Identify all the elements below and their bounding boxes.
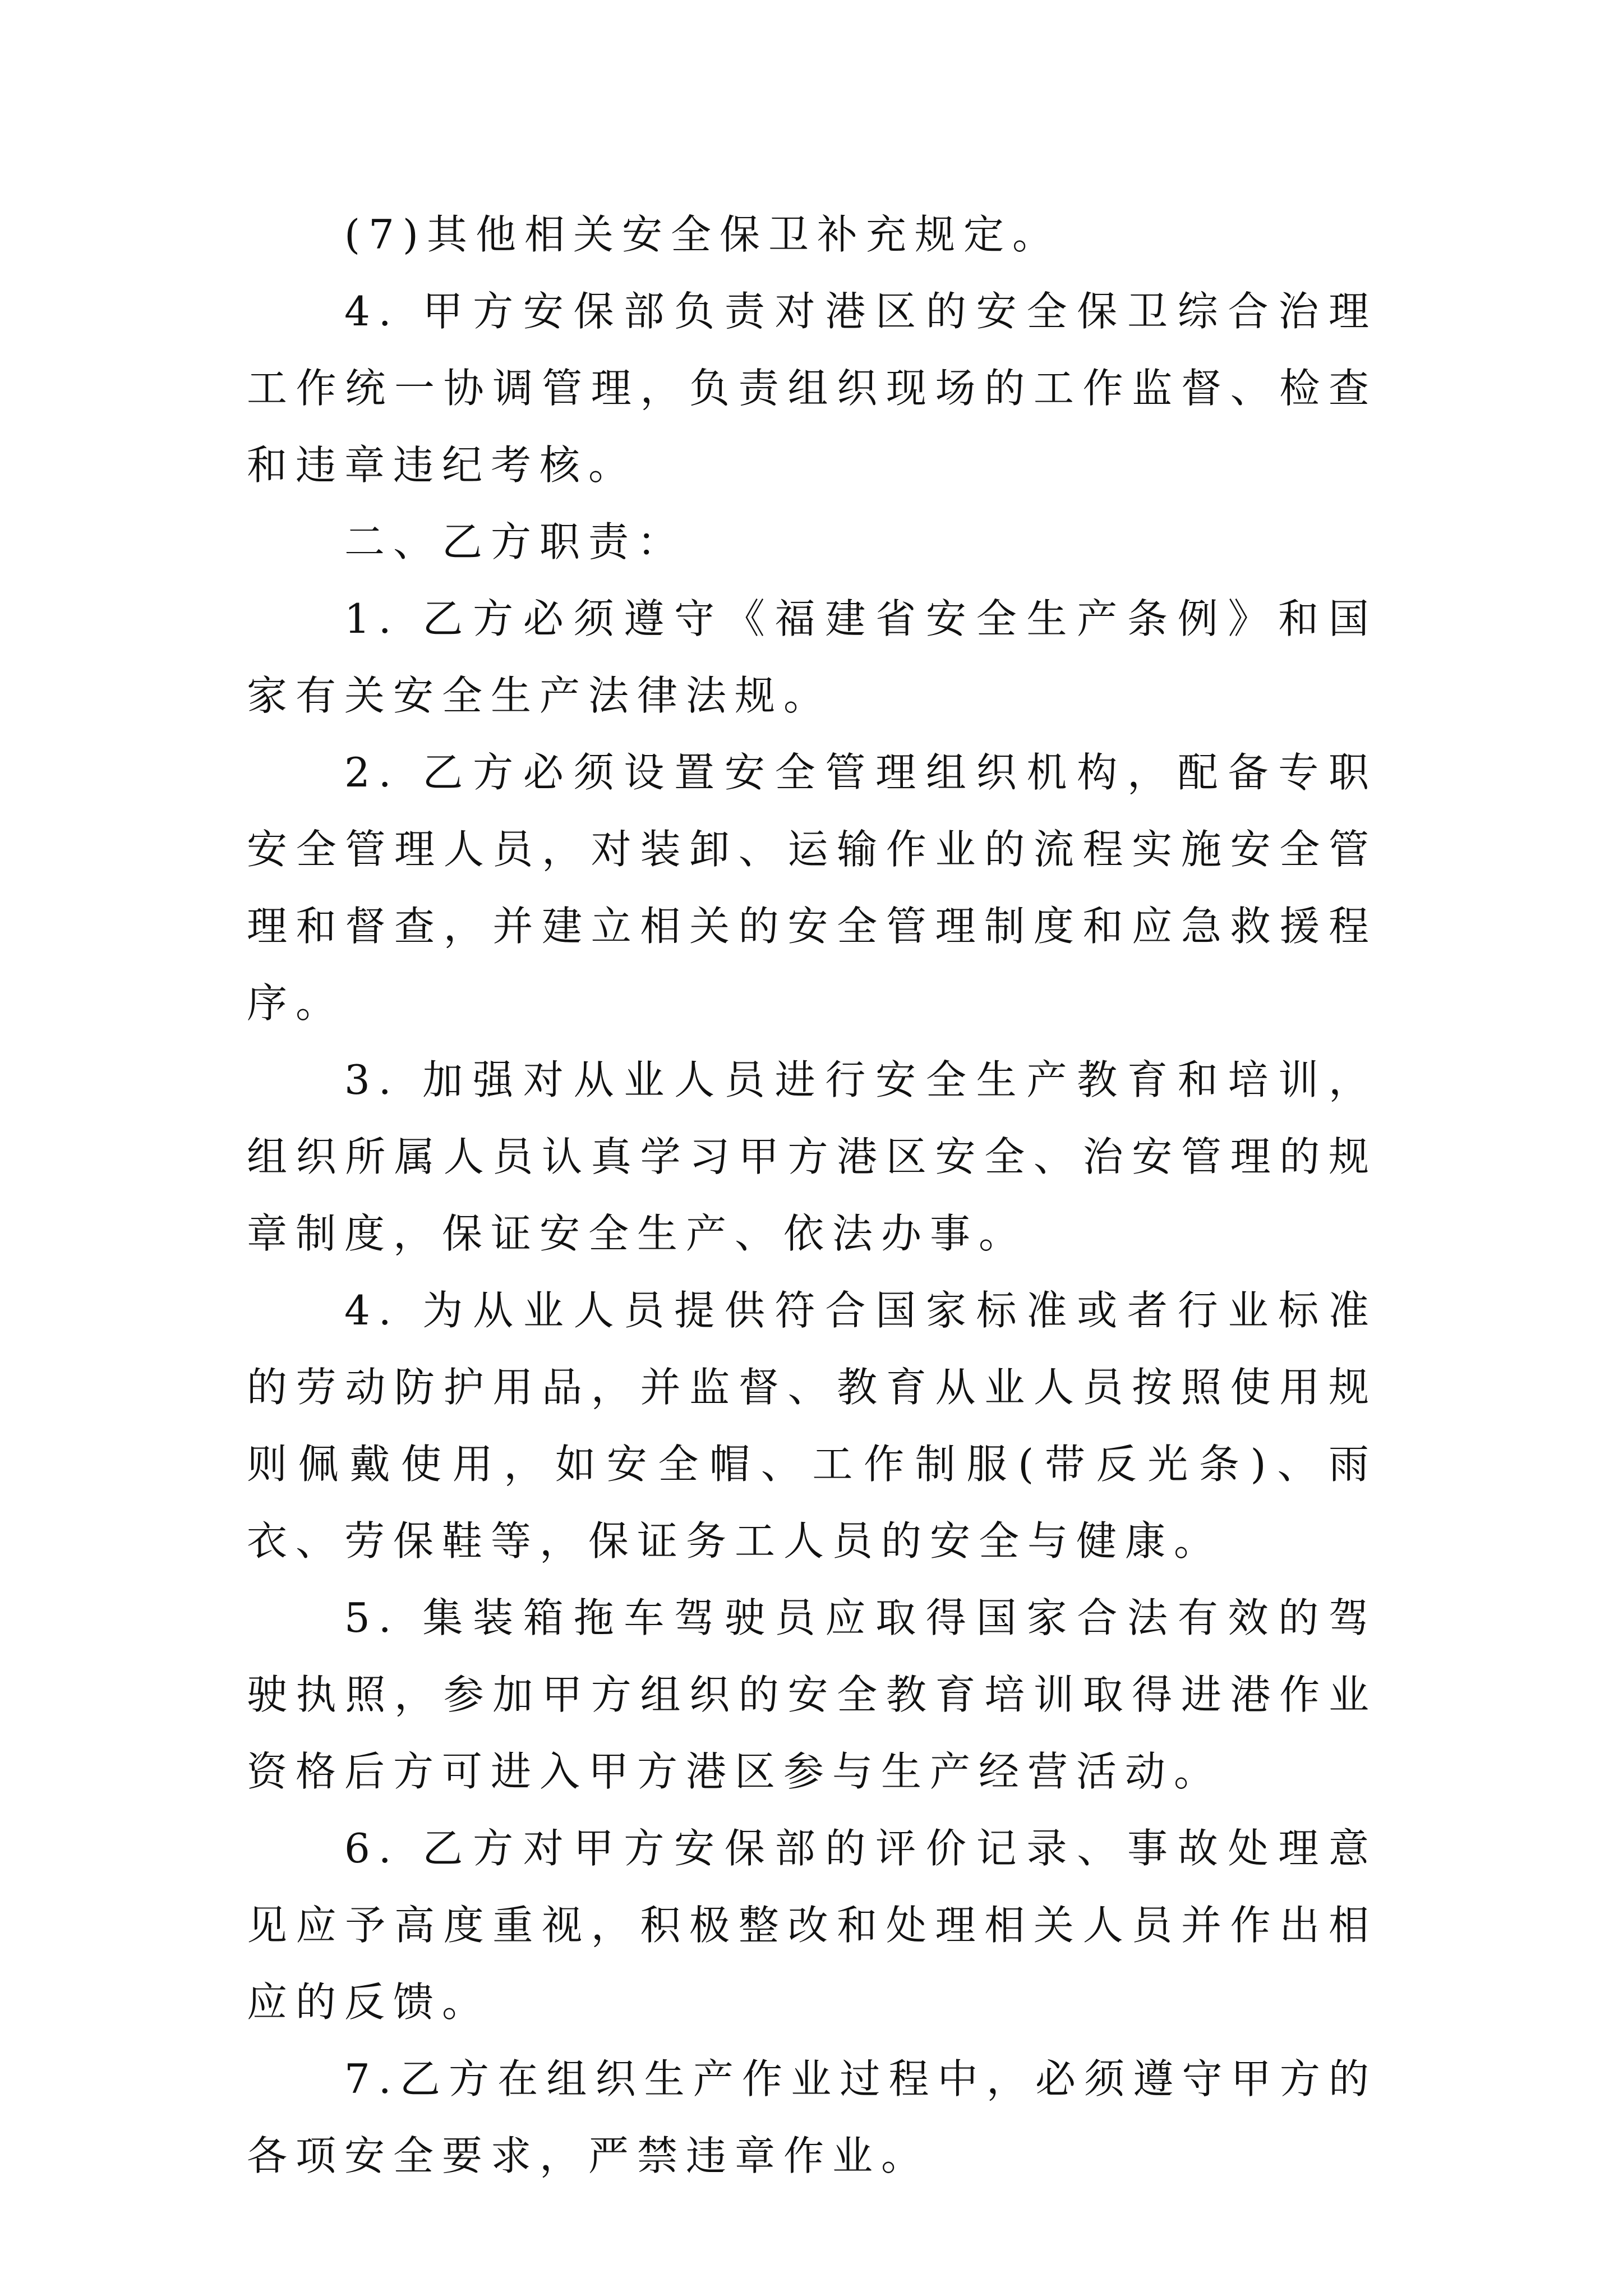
paragraph-party-b-item-6: 6. 乙方对甲方安保部的评价记录、事故处理意见应予高度重视，积极整改和处理相关人员并作出相应的反馈。 <box>247 1825 1377 2026</box>
paragraph-party-a-item-4: 4. 甲方安保部负责对港区的安全保卫综合治理工作统一协调管理，负责组织现场的工作监督、检查和违章违纪考核。 <box>247 288 1377 489</box>
paragraph-party-b-item-4: 4. 为从业人员提供符合国家标准或者行业标准的劳动防护用品，并监督、教育从业人员按照使用规则佩戴使用，如安全帽、工作制服(带反光条)、雨衣、劳保鞋等，保证务工人员的安全与健康。 <box>247 1287 1377 1565</box>
document-body <box>247 196 1377 2194</box>
paragraph-party-b-item-3: 3. 加强对从业人员进行安全生产教育和培训，组织所属人员认真学习甲方港区安全、治安管理的规章制度，保证安全生产、依法办事。 <box>247 1056 1377 1257</box>
section-heading-party-b-duties: 二、乙方职责： <box>344 518 686 565</box>
paragraph-party-b-item-5: 5. 集装箱拖车驾驶员应取得国家合法有效的驾驶执照，参加甲方组织的安全教育培训取得进港作业资格后方可进入甲方港区参与生产经营活动。 <box>247 1594 1377 1795</box>
paragraph-party-b-item-2: 2. 乙方必须设置安全管理组织机构，配备专职安全管理人员，对装卸、运输作业的流程实施安全管理和督查，并建立相关的安全管理制度和应急救援程序。 <box>247 749 1377 1027</box>
paragraph-item-7-supplement: (7)其他相关安全保卫补充规定。 <box>344 211 1061 258</box>
paragraph-party-b-item-1: 1. 乙方必须遵守《福建省安全生产条例》和国家有关安全生产法律法规。 <box>247 595 1377 719</box>
paragraph-party-b-item-7: 7.乙方在组织生产作业过程中，必须遵守甲方的各项安全要求，严禁违章作业。 <box>247 2055 1377 2179</box>
